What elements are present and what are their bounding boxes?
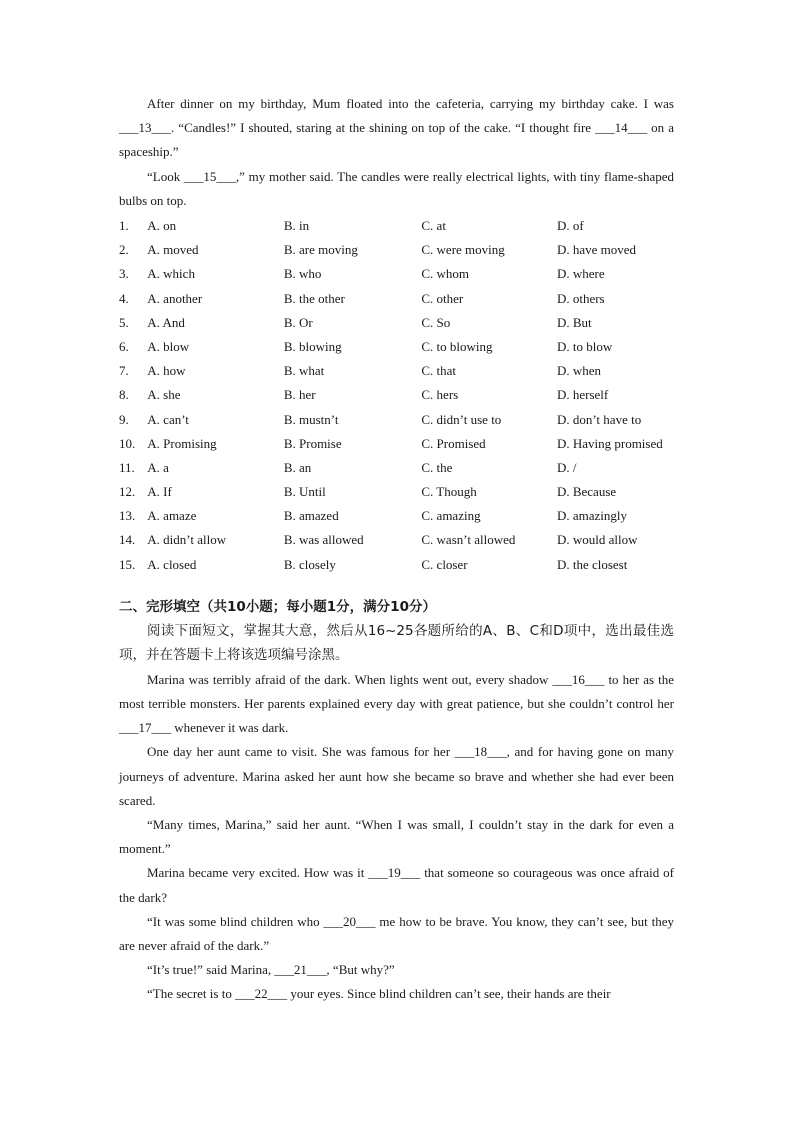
option-a: A. which bbox=[147, 266, 195, 282]
cloze-paragraph: “It’s true!” said Marina, ___21___, “But why?” bbox=[147, 962, 395, 978]
option-d: D. / bbox=[556, 459, 577, 475]
option-a: A. on bbox=[147, 218, 177, 234]
option-d: D. to blow bbox=[556, 338, 613, 354]
section-title: 二、完形填空（共10小题；每小题1分，满分10分） bbox=[119, 598, 436, 615]
option-a: A. moved bbox=[147, 242, 199, 258]
option-row bbox=[119, 456, 674, 480]
option-c: C. amazing bbox=[421, 508, 481, 524]
option-row bbox=[119, 408, 674, 432]
option-b: B. who bbox=[283, 266, 322, 282]
option-b: B. Or bbox=[283, 314, 313, 330]
option-row bbox=[119, 504, 674, 528]
question-number: 2. bbox=[119, 242, 129, 258]
question-number: 7. bbox=[119, 363, 129, 379]
option-row bbox=[119, 262, 674, 286]
option-d: D. of bbox=[556, 218, 584, 234]
option-c: C. were moving bbox=[421, 242, 505, 258]
option-row bbox=[119, 528, 674, 552]
section-instruction: 阅读下面短文，掌握其大意，然后从16~25各题所给的A、B、C和D项中，选出最佳选项，并在答题卡上将该选项编号涂黑。 bbox=[119, 622, 674, 664]
option-b: B. was allowed bbox=[283, 532, 364, 548]
question-number: 14. bbox=[119, 532, 136, 548]
option-c: C. that bbox=[421, 363, 457, 379]
option-c: C. Promised bbox=[421, 435, 486, 451]
option-d: D. others bbox=[556, 290, 605, 306]
option-b: B. in bbox=[283, 218, 310, 234]
option-row bbox=[119, 553, 674, 577]
option-c: C. other bbox=[421, 290, 464, 306]
option-c: C. closer bbox=[421, 556, 468, 572]
cloze-paragraph: “Many times, Marina,” said her aunt. “When I was small, I couldn’t stay in the dark for even a moment.” bbox=[119, 817, 674, 857]
option-d: D. don’t have to bbox=[556, 411, 642, 427]
passage-paragraph: “Look ___15___,” my mother said. The candles were really electrical lights, with tiny flame-shaped bulbs on top. bbox=[119, 168, 674, 208]
reading-passage bbox=[119, 92, 674, 213]
option-b: B. closely bbox=[283, 556, 336, 572]
question-number: 15. bbox=[119, 556, 136, 572]
option-b: B. blowing bbox=[283, 338, 342, 354]
question-number: 4. bbox=[119, 290, 129, 306]
cloze-paragraph: Marina became very excited. How was it ___19___ that someone so courageous was once afraid of the dark? bbox=[119, 865, 674, 905]
option-b: B. are moving bbox=[283, 242, 358, 258]
cloze-paragraph: “It was some blind children who ___20___ me how to be brave. You know, they can’t see, but they are never afraid of the dark.” bbox=[119, 913, 674, 954]
option-a: A. can’t bbox=[147, 411, 189, 427]
option-c: C. So bbox=[421, 314, 451, 330]
option-c: C. whom bbox=[421, 266, 470, 282]
option-row bbox=[119, 359, 674, 383]
option-b: B. Until bbox=[283, 484, 326, 500]
question-number: 13. bbox=[119, 508, 136, 524]
question-number: 12. bbox=[119, 484, 136, 500]
option-a: A. how bbox=[147, 363, 186, 379]
option-row bbox=[119, 480, 674, 504]
cloze-paragraph: Marina was terribly afraid of the dark. When lights went out, every shadow ___16___ to her as the most terrible monsters. Her parents explained every day with great patience, but she couldn’t control her ___17___ whenever it was dark. bbox=[119, 671, 674, 736]
question-number: 8. bbox=[119, 387, 129, 403]
option-d: D. Having promised bbox=[556, 435, 663, 451]
option-d: D. amazingly bbox=[556, 508, 627, 524]
option-a: A. And bbox=[147, 314, 185, 330]
option-d: D. would allow bbox=[556, 532, 638, 548]
option-row bbox=[119, 335, 674, 359]
option-a: A. another bbox=[147, 290, 203, 306]
question-number: 9. bbox=[119, 411, 129, 427]
question-number: 10. bbox=[119, 435, 136, 451]
option-d: D. the closest bbox=[556, 556, 628, 572]
option-d: D. Because bbox=[556, 484, 617, 500]
option-a: A. Promising bbox=[147, 435, 217, 451]
option-d: D. have moved bbox=[556, 242, 637, 258]
question-number: 11. bbox=[119, 459, 135, 475]
option-c: C. at bbox=[421, 218, 446, 234]
question-number: 3. bbox=[119, 266, 129, 282]
passage-paragraph: After dinner on my birthday, Mum floated into the cafeteria, carrying my birthday cake. I was ___13___. “Candles!” I shouted, staring at the shining on top of the cake. “I thought fire ___14___ on a spaceship.” bbox=[119, 96, 674, 160]
option-b: B. mustn’t bbox=[283, 411, 339, 427]
option-c: C. didn’t use to bbox=[421, 411, 502, 427]
option-b: B. Promise bbox=[283, 435, 342, 451]
option-d: D. herself bbox=[556, 387, 609, 403]
option-d: D. But bbox=[556, 314, 592, 330]
cloze-paragraph: One day her aunt came to visit. She was famous for her ___18___, and for having gone on many journeys of adventure. Marina asked her aunt how she became so brave and whether she had ever been scared. bbox=[119, 744, 674, 808]
option-c: C. hers bbox=[421, 387, 459, 403]
option-row bbox=[119, 383, 674, 407]
option-c: C. the bbox=[421, 459, 453, 475]
option-b: B. her bbox=[283, 387, 316, 403]
option-b: B. an bbox=[283, 459, 312, 475]
option-d: D. where bbox=[556, 266, 605, 282]
option-a: A. didn’t allow bbox=[147, 532, 227, 548]
question-number: 5. bbox=[119, 314, 129, 330]
option-row bbox=[119, 432, 674, 456]
option-a: A. a bbox=[147, 459, 169, 475]
question-number: 6. bbox=[119, 338, 129, 354]
cloze-paragraph: “The secret is to ___22___ your eyes. Since blind children can’t see, their hands are their bbox=[147, 986, 611, 1002]
option-row bbox=[119, 238, 674, 262]
option-c: C. wasn’t allowed bbox=[421, 532, 516, 548]
option-b: B. what bbox=[283, 363, 325, 379]
option-c: C. to blowing bbox=[421, 338, 493, 354]
option-a: A. she bbox=[147, 387, 181, 403]
option-c: C. Though bbox=[421, 484, 477, 500]
option-b: B. amazed bbox=[283, 508, 339, 524]
option-a: A. blow bbox=[147, 338, 190, 354]
option-b: B. the other bbox=[283, 290, 345, 306]
option-row bbox=[119, 214, 674, 238]
option-d: D. when bbox=[556, 363, 601, 379]
content-area bbox=[119, 92, 674, 1007]
option-row bbox=[119, 287, 674, 311]
cloze-passage bbox=[119, 668, 674, 1007]
question-number: 1. bbox=[119, 218, 129, 234]
option-a: A. closed bbox=[147, 556, 197, 572]
option-a: A. If bbox=[147, 484, 172, 500]
options-list bbox=[119, 214, 674, 577]
option-a: A. amaze bbox=[147, 508, 197, 524]
option-row bbox=[119, 311, 674, 335]
